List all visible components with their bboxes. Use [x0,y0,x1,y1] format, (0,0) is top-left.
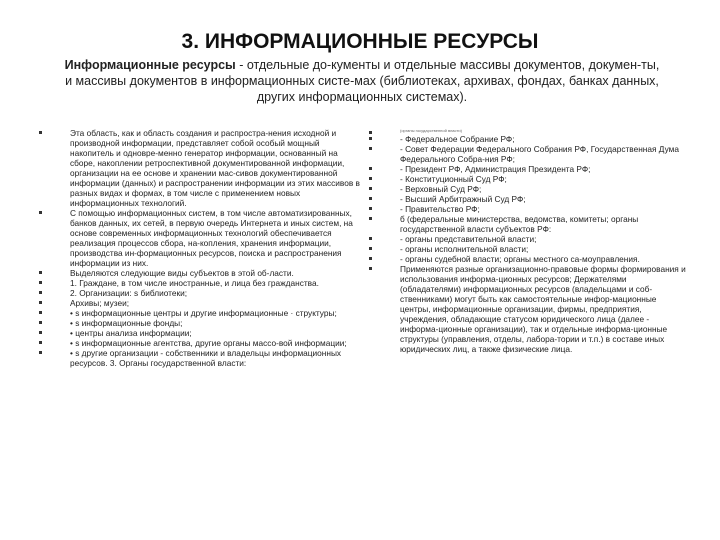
list-item: • центры анализа информации; [70,328,360,338]
page-title: 3. ИНФОРМАЦИОННЫЕ РЕСУРСЫ [181,30,539,53]
right-bullet-list [400,128,688,354]
list-item: - Конституционный Суд РФ; [400,174,688,184]
list-item: - Президент РФ, Администрация Президента РФ; [400,164,688,174]
intro-term: Информационные ресурсы [64,58,236,72]
list-item: • s информационные фонды; [70,318,360,328]
list-item: - Высший Арбитражный Суд РФ; [400,194,688,204]
intro-definition: - отдельные до-кументы и отдельные массивы документов, докумен-ты, и массивы документов в информационных систе-мах (библиотеках, архивах, фондах, банках данных, других информационных системах). [65,58,660,104]
right-list-header: (органы государственной власти) [400,128,688,134]
list-item: • s другие организации - собственники и владельцы информационных ресурсов. 3. Органы государственной власти: [70,348,360,368]
list-item: 2. Организации: s библиотеки; [70,288,360,298]
left-bullet-list [70,128,360,368]
list-item: • s информационные центры и другие информационные · структуры; [70,308,360,318]
list-item: 1. Граждане, в том числе иностранные, и лица без гражданства. [70,278,360,288]
list-item: Выделяются следующие виды субъектов в этой об-ласти. [70,268,360,278]
list-item: - органы исполнительной власти; [400,244,688,254]
list-item: - Федеральное Собрание РФ; [400,134,688,144]
list-item: - органы судебной власти; органы местного са-моуправления. [400,254,688,264]
list-item: Применяются разные организационно-правовые формы формирования и использования информа-ционных ресурсов; Держателями (обладателями) информационных ресурсов (владельцами и соб-ственниками) могут быть как самостоятельные инфор-мационные центры, информационные организации, фирмы, предприятия, учреждения, обладающие статусом юридического лица (далее - информа-ционные организации), так и отдельные информа-ционные структуры (управления, отделы, лабора-тории и т.п.) в составе иных юридических лиц, а также физические лица. [400,264,688,354]
list-item: • s информационные агентства, другие органы массо-вой информации; [70,338,360,348]
list-item: С помощью информационных систем, в том числе автоматизированных, банков данных, их сетей, в первую очередь Интернета и иных систем, на основе современных информационных технологий обеспечивается реализация процессов сбора, на-копления, хранения информации, производства ин-формационных ресурсов, поиска и распространения информации из них. [70,208,360,268]
list-item: - Верховный Суд РФ; [400,184,688,194]
list-item: - Совет Федерации Федерального Собрания РФ, Государственная Дума Федерального Собра-ния РФ; [400,144,688,164]
list-item: - Правительство РФ; [400,204,688,214]
list-item: Эта область, как и область создания и распростра-нения исходной и производной информации, представляет собой особый мощный накопитель и одновре-менно генератор информации, основанный на сборе, накоплении ретроспективной документированной информации, организации на ее основе и хранении мас-сивов документированной информации (данных) и распространении информации из этих массивов в разных видах и формах, в том числе с применением новых информационных технологий. [70,128,360,208]
list-item: - органы представительной власти; [400,234,688,244]
intro-paragraph [62,57,662,105]
list-item: б (федеральные министерства, ведомства, комитеты; органы государственной власти субъектов РФ: [400,214,688,234]
list-item: Архивы; музеи; [70,298,360,308]
